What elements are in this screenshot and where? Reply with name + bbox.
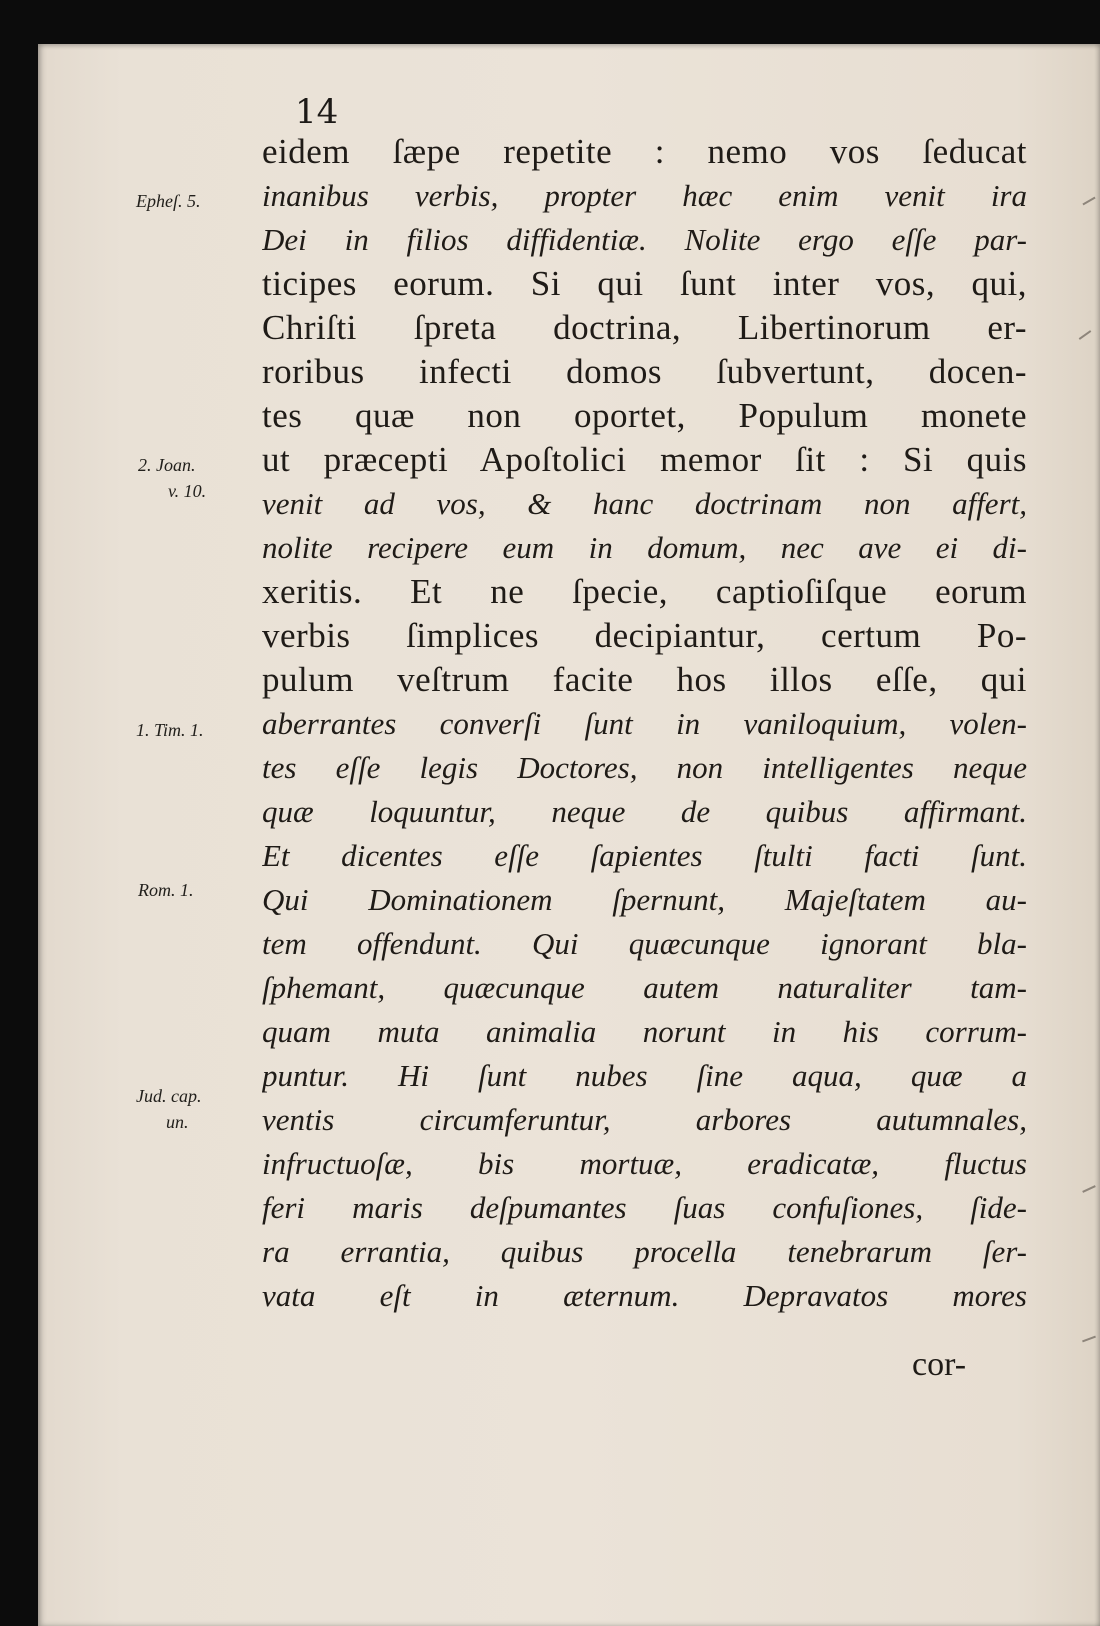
margin-note-john [138, 452, 206, 504]
catchword: cor- [912, 1346, 967, 1383]
margin-note-line: 1. Tim. 1. [136, 720, 204, 740]
margin-note-ephesians [136, 188, 201, 214]
margin-note-line: 2. Joan. [138, 455, 196, 475]
margin-note-line: Rom. 1. [138, 880, 194, 900]
text-line: Et dicentes eſſe ſapientes ſtulti facti ſunt. [262, 838, 1027, 873]
margin-note-timothy [136, 717, 204, 743]
page-number: 14 [295, 92, 339, 132]
text-line: vata eſt in æternum. Depravatos mores [262, 1278, 1027, 1313]
text-line: Dei in filios diffidentiæ. Nolite ergo eſſe par- [262, 222, 1027, 257]
text-line: quæ loquuntur, neque de quibus affirmant. [262, 794, 1027, 829]
margin-note-jude [136, 1083, 201, 1135]
margin-note-romans [138, 877, 194, 903]
text-line: feri maris deſpumantes ſuas confuſiones, ſide- [262, 1190, 1027, 1225]
text-line: quam muta animalia norunt in his corrum- [262, 1014, 1027, 1049]
text-line: tes quæ non oportet, Populum monete [262, 396, 1027, 435]
body-text [262, 130, 1027, 1318]
text-line: eidem ſæpe repetite : nemo vos ſeducat [262, 132, 1027, 171]
text-line: pulum veſtrum facite hos illos eſſe, qui [262, 660, 1027, 699]
text-line: ventis circumferuntur, arbores autumnales, [262, 1102, 1027, 1137]
text-line: roribus infecti domos ſubvertunt, docen- [262, 352, 1027, 391]
text-line: ſphemant, quæcunque autem naturaliter tam- [262, 970, 1027, 1005]
text-line: Chriſti ſpreta doctrina, Libertinorum er- [262, 308, 1027, 347]
text-line: nolite recipere eum in domum, nec ave ei di- [262, 530, 1027, 565]
text-line: tes eſſe legis Doctores, non intelligentes neque [262, 750, 1027, 785]
text-line: ra errantia, quibus procella tenebrarum ſer- [262, 1234, 1027, 1269]
text-line: xeritis. Et ne ſpecie, captioſiſque eorum [262, 572, 1027, 611]
margin-note-line: v. 10. [168, 481, 207, 501]
margin-note-line: un. [166, 1112, 189, 1132]
text-line: aberrantes converſi ſunt in vaniloquium, volen- [262, 706, 1027, 741]
margin-note-line: Jud. cap. [136, 1086, 202, 1106]
page-edge-shadow [1094, 44, 1100, 1626]
text-line: inanibus verbis, propter hæc enim venit ira [262, 178, 1027, 213]
text-line: ticipes eorum. Si qui ſunt inter vos, qui, [262, 264, 1027, 303]
text-line: verbis ſimplices decipiantur, certum Po- [262, 616, 1027, 655]
text-line: venit ad vos, & hanc doctrinam non affert, [262, 486, 1027, 521]
text-line: tem offendunt. Qui quæcunque ignorant bla- [262, 926, 1027, 961]
text-line: Qui Dominationem ſpernunt, Majeſtatem au- [262, 882, 1027, 917]
text-line: ut præcepti Apoſtolici memor ſit : Si quis [262, 440, 1027, 479]
text-line: puntur. Hi ſunt nubes ſine aqua, quæ a [262, 1058, 1027, 1093]
text-line: infructuoſæ, bis mortuæ, eradicatæ, fluctus [262, 1146, 1027, 1181]
margin-note-line: Epheſ. 5. [136, 191, 201, 211]
